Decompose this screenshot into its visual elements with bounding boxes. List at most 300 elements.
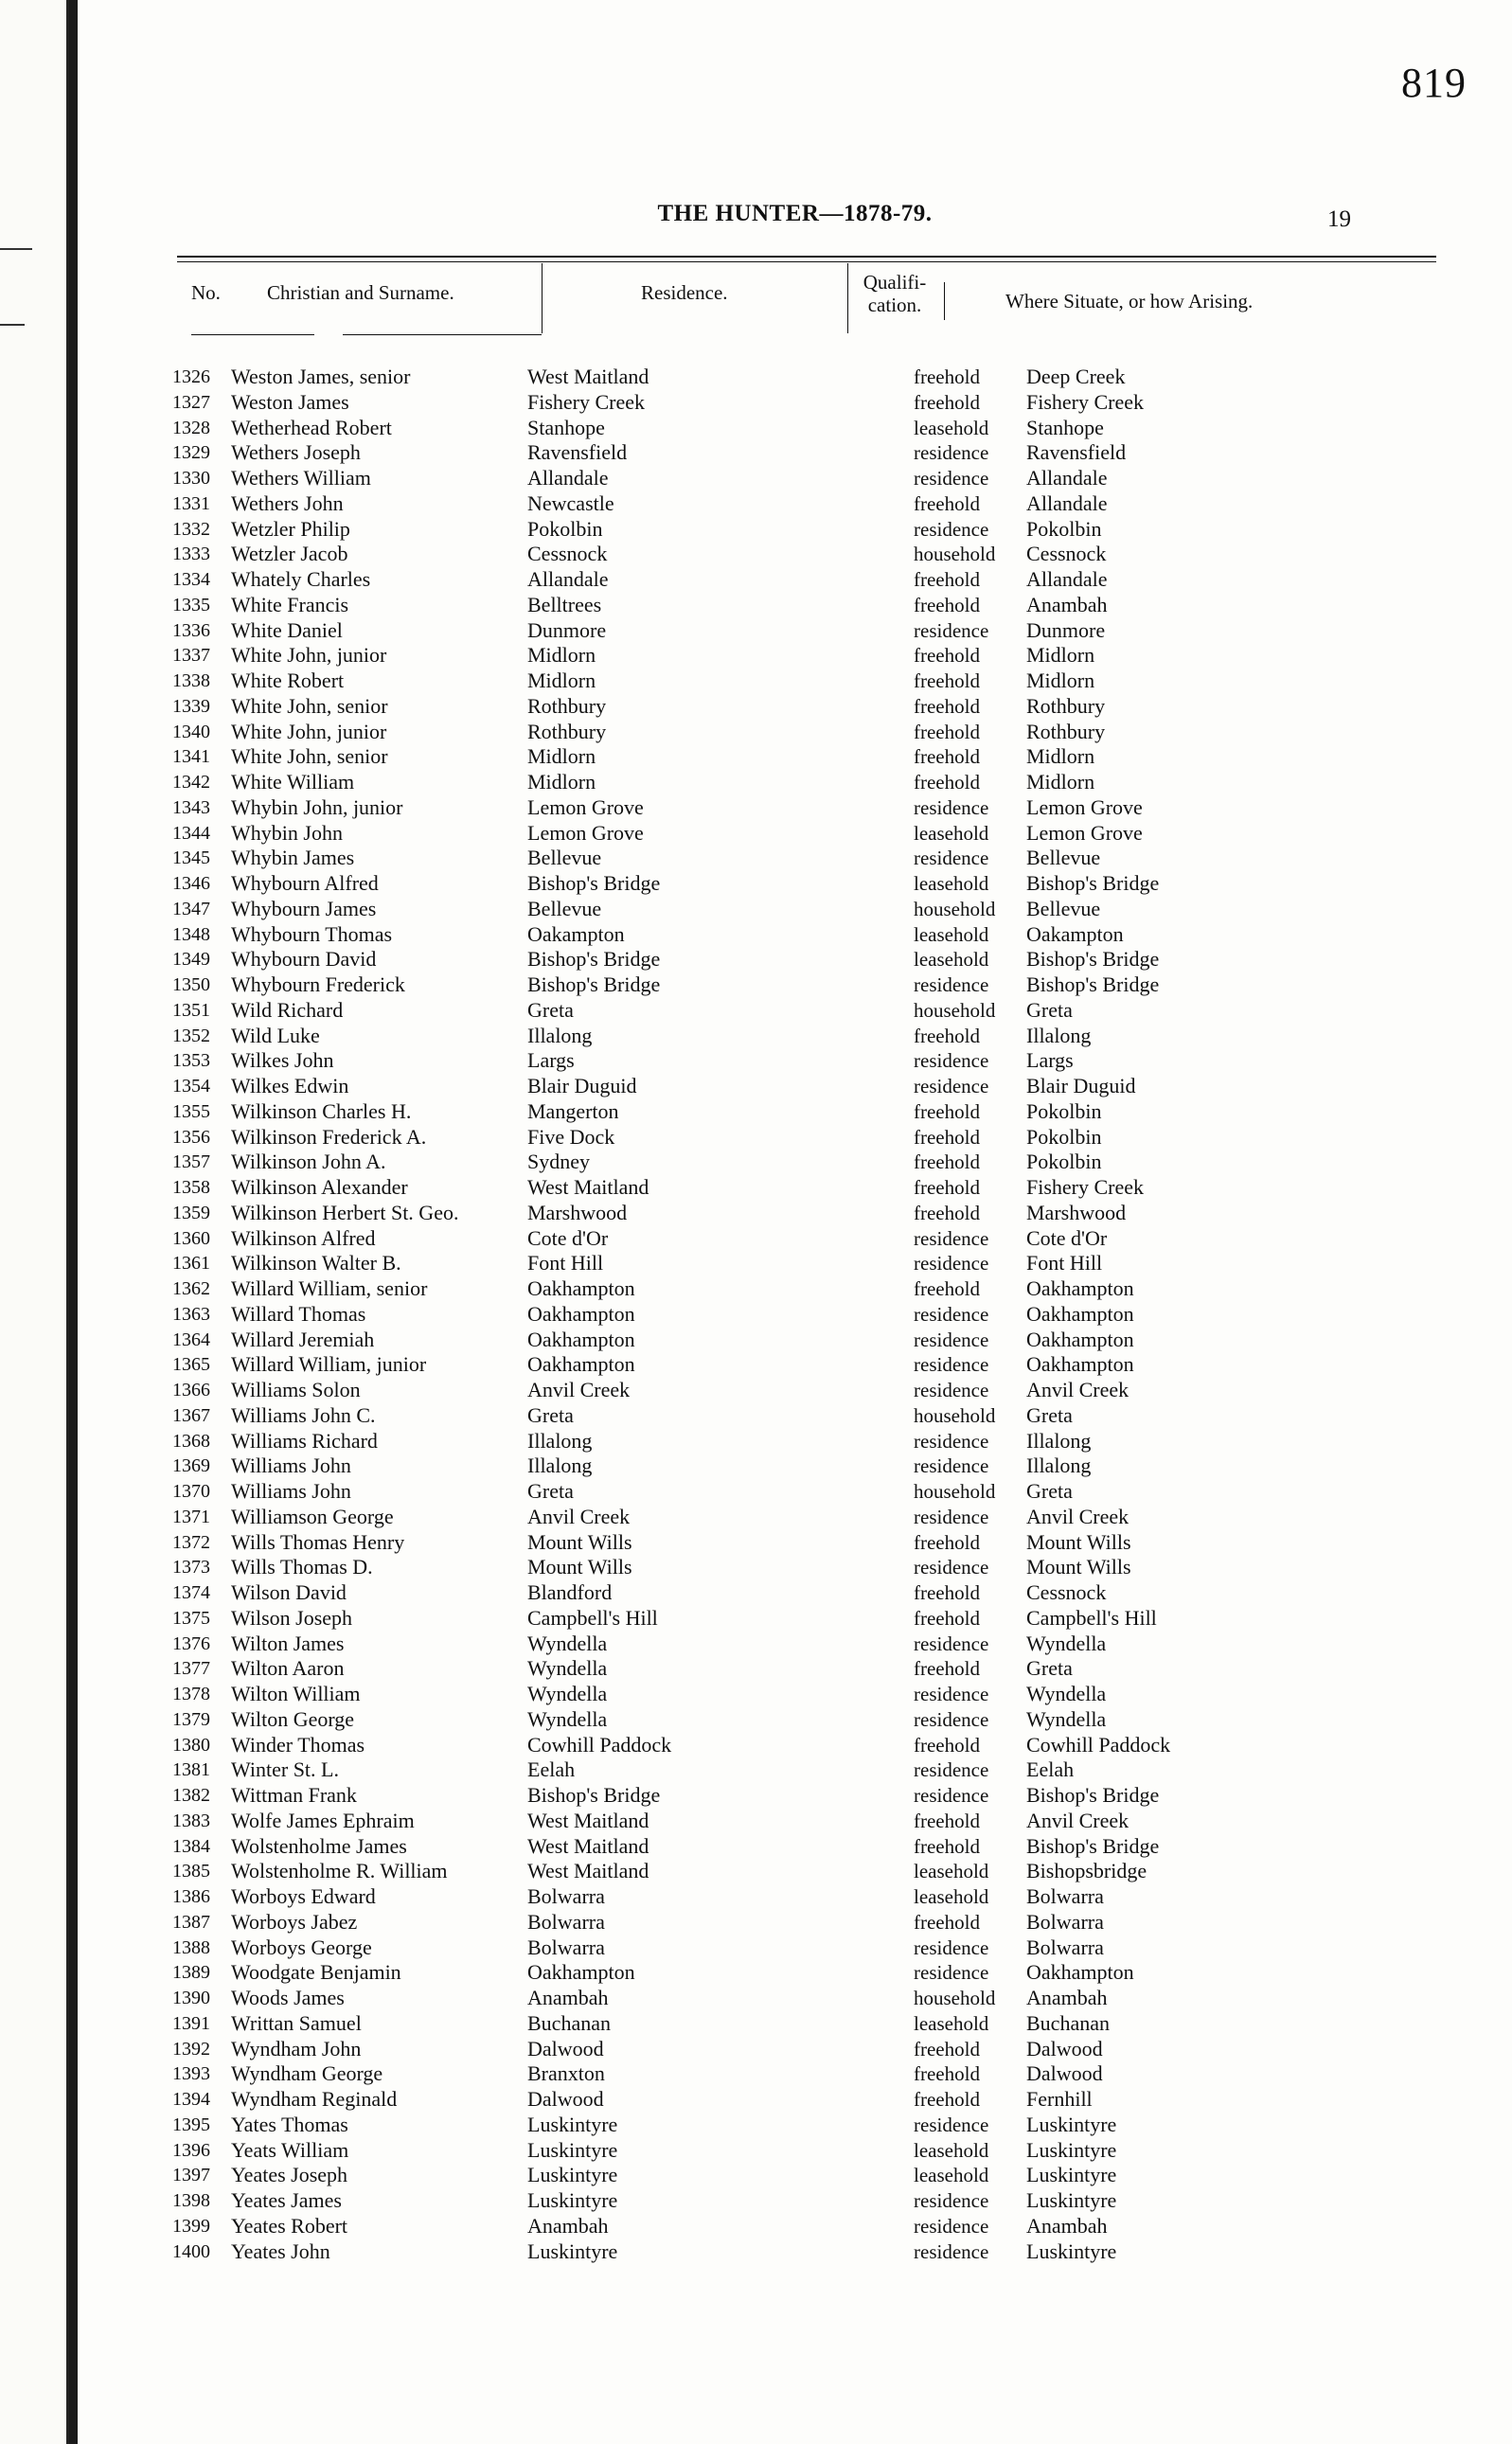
qualification: household	[914, 1403, 996, 1427]
qualification: residence	[914, 1707, 989, 1731]
elector-name: Worboys George	[231, 1935, 372, 1959]
qualification: freehold	[914, 1657, 980, 1681]
residence: Oakhampton	[527, 1276, 635, 1300]
elector-name: Wyndham Reginald	[231, 2087, 398, 2111]
qualification: freehold	[914, 694, 980, 718]
qualification: freehold	[914, 720, 980, 743]
where-situate: Bellevue	[1026, 896, 1101, 920]
elector-name: Yeats William	[231, 2137, 349, 2162]
residence: Eelah	[527, 1757, 576, 1782]
table-row	[153, 1024, 1432, 1049]
elector-name: Wilkes John	[231, 1048, 334, 1073]
entry-number: 1358	[172, 1177, 210, 1198]
entry-number: 1361	[172, 1253, 210, 1275]
where-situate: Pokolbin	[1026, 1150, 1102, 1174]
column-header-where: Where Situate, or how Arising.	[1005, 290, 1254, 312]
table-row	[153, 1733, 1432, 1758]
where-situate: Fishery Creek	[1026, 1175, 1145, 1199]
qualification: residence	[914, 847, 989, 870]
table-row	[153, 1454, 1432, 1479]
elector-name: Wetzler Jacob	[231, 542, 348, 566]
table-row	[153, 922, 1432, 948]
table-row	[153, 1809, 1432, 1834]
where-situate: Midlorn	[1026, 643, 1095, 668]
qualification: residence	[914, 1252, 989, 1276]
elector-name: White John, senior	[231, 744, 388, 769]
residence: Oakampton	[527, 921, 625, 946]
qualification: residence	[914, 1226, 989, 1250]
where-situate: Lemon Grove	[1026, 820, 1143, 845]
elector-name: White John, junior	[231, 719, 387, 743]
entry-number: 1393	[172, 2063, 210, 2085]
qualification: freehold	[914, 771, 980, 794]
elector-name: Wills Thomas Henry	[231, 1529, 405, 1554]
where-situate: Mount Wills	[1026, 1555, 1131, 1579]
table-row	[153, 1226, 1432, 1252]
residence: Wyndella	[527, 1682, 608, 1705]
where-situate: Wyndella	[1026, 1706, 1107, 1731]
entry-number: 1391	[172, 2012, 210, 2034]
elector-name: Worboys Jabez	[231, 1909, 358, 1934]
qualification: residence	[914, 1302, 989, 1326]
qualification: freehold	[914, 745, 980, 769]
table-row	[153, 1606, 1432, 1632]
qualification: freehold	[914, 2088, 980, 2111]
where-situate: Stanhope	[1026, 415, 1104, 439]
elector-name: Wild Richard	[231, 997, 344, 1022]
where-situate: Lemon Grove	[1026, 794, 1143, 819]
entry-number: 1346	[172, 873, 210, 894]
residence: Wyndella	[527, 1656, 608, 1681]
elector-name: Wilkinson Frederick A.	[231, 1124, 427, 1149]
elector-name: Wethers John	[231, 491, 344, 515]
where-situate: Wyndella	[1026, 1631, 1107, 1655]
margin-mark	[0, 324, 25, 326]
elector-name: Willard Thomas	[231, 1301, 366, 1326]
document-page	[78, 0, 1512, 2444]
elector-name: Yeates Joseph	[231, 2163, 348, 2187]
where-situate: Anvil Creek	[1026, 1504, 1130, 1528]
table-row	[153, 390, 1432, 416]
table-row	[153, 1175, 1432, 1201]
residence: West Maitland	[527, 365, 649, 388]
entry-number: 1397	[172, 2165, 210, 2186]
entry-number: 1359	[172, 1202, 210, 1223]
elector-name: Woods James	[231, 1986, 345, 2009]
where-situate: Midlorn	[1026, 744, 1095, 769]
entry-number: 1362	[172, 1278, 210, 1299]
residence: Branxton	[527, 2061, 605, 2086]
qualification: residence	[914, 1353, 989, 1377]
table-row	[153, 1580, 1432, 1606]
elector-name: Wittman Frank	[231, 1783, 357, 1807]
where-situate: Anvil Creek	[1026, 1808, 1130, 1832]
entry-number: 1378	[172, 1684, 210, 1704]
qualification: leasehold	[914, 416, 989, 439]
table-row	[153, 2087, 1432, 2113]
table-row	[153, 1783, 1432, 1809]
entry-number: 1335	[172, 594, 210, 615]
residence: Illalong	[527, 1428, 593, 1453]
elector-name: Willard William, senior	[231, 1276, 428, 1300]
residence: Luskintyre	[527, 2137, 618, 2162]
qualification: residence	[914, 2239, 989, 2263]
qualification: leasehold	[914, 1860, 989, 1883]
table-row	[153, 1757, 1432, 1783]
where-situate: Pokolbin	[1026, 1124, 1102, 1149]
entry-number: 1351	[172, 999, 210, 1021]
entry-number: 1383	[172, 1810, 210, 1831]
residence: Mangerton	[527, 1098, 619, 1123]
qualification: residence	[914, 1454, 989, 1478]
entry-number: 1389	[172, 1962, 210, 1984]
elector-name: Wilson Joseph	[231, 1605, 353, 1630]
residence: Illalong	[527, 1454, 593, 1478]
table-row	[153, 542, 1432, 567]
residence: Blair Duguid	[527, 1074, 637, 1097]
qualification: household	[914, 998, 996, 1022]
qualification: freehold	[914, 1809, 980, 1832]
entry-number: 1387	[172, 1911, 210, 1933]
elector-name: Wilkinson Alfred	[231, 1225, 376, 1250]
where-situate: Luskintyre	[1026, 2239, 1117, 2263]
table-row	[153, 365, 1432, 390]
elector-name: Woodgate Benjamin	[231, 1960, 401, 1985]
elector-name: Wills Thomas D.	[231, 1555, 373, 1579]
qualification: freehold	[914, 1099, 980, 1123]
where-situate: Greta	[1026, 1656, 1073, 1681]
table-row	[153, 1555, 1432, 1580]
qualification: freehold	[914, 1151, 980, 1174]
entry-number: 1353	[172, 1050, 210, 1072]
qualification: residence	[914, 973, 989, 996]
qualification: residence	[914, 1936, 989, 1959]
elector-name: Whybin John	[231, 820, 343, 845]
qualification: residence	[914, 2214, 989, 2238]
qualification: residence	[914, 1075, 989, 1097]
residence: Bolwarra	[527, 1909, 605, 1934]
elector-name: White Robert	[231, 669, 345, 692]
table-row	[153, 897, 1432, 922]
residence: Lemon Grove	[527, 820, 644, 845]
table-row	[153, 821, 1432, 847]
entry-number: 1382	[172, 1785, 210, 1806]
residence: Cowhill Paddock	[527, 1732, 672, 1757]
residence: Allandale	[527, 567, 609, 591]
residence: Illalong	[527, 1023, 593, 1047]
where-situate: Luskintyre	[1026, 2163, 1117, 2187]
qualification: freehold	[914, 593, 980, 616]
qualification: leasehold	[914, 821, 989, 845]
entry-number: 1356	[172, 1126, 210, 1148]
qualification: leasehold	[914, 1885, 989, 1908]
entry-number: 1343	[172, 796, 210, 818]
residence: Dunmore	[527, 617, 607, 642]
where-situate: Rothbury	[1026, 719, 1106, 743]
elector-name: Wyndham George	[231, 2061, 383, 2086]
table-row	[153, 1150, 1432, 1175]
entry-number: 1347	[172, 898, 210, 919]
table-row	[153, 972, 1432, 998]
table-row	[153, 618, 1432, 644]
table-row	[153, 1479, 1432, 1505]
elector-name: Williams John	[231, 1454, 351, 1478]
entry-number: 1330	[172, 468, 210, 489]
qualification: residence	[914, 517, 989, 541]
entry-number: 1332	[172, 518, 210, 540]
entry-number: 1365	[172, 1354, 210, 1376]
residence: Anambah	[527, 2213, 609, 2238]
residence: Fishery Creek	[527, 389, 646, 414]
where-situate: Deep Creek	[1026, 365, 1126, 388]
elector-name: Wetherhead Robert	[231, 415, 392, 439]
where-situate: Buchanan	[1026, 2010, 1110, 2035]
where-situate: Anvil Creek	[1026, 1378, 1130, 1401]
residence: Anvil Creek	[527, 1504, 631, 1528]
elector-name: Whybourn Thomas	[231, 921, 393, 946]
elector-name: Yeates John	[231, 2239, 330, 2263]
residence: Anambah	[527, 1986, 609, 2009]
entry-number: 1336	[172, 619, 210, 641]
where-situate: Cessnock	[1026, 542, 1107, 566]
elector-name: Williams Richard	[231, 1428, 378, 1453]
qualification: residence	[914, 1961, 989, 1985]
residence: Cessnock	[527, 542, 608, 566]
where-situate: Rothbury	[1026, 693, 1106, 718]
table-row	[153, 1682, 1432, 1707]
entry-number: 1394	[172, 2089, 210, 2110]
residence: Buchanan	[527, 2010, 611, 2035]
where-situate: Oakhampton	[1026, 1352, 1134, 1377]
header-bottom-rule	[191, 334, 314, 335]
residence: Bolwarra	[527, 1935, 605, 1959]
where-situate: Dunmore	[1026, 617, 1106, 642]
entry-number: 1349	[172, 949, 210, 971]
where-situate: Greta	[1026, 997, 1073, 1022]
entry-number: 1331	[172, 492, 210, 514]
residence: Bishop's Bridge	[527, 972, 661, 996]
table-row	[153, 1048, 1432, 1074]
residence: Oakhampton	[527, 1960, 635, 1985]
residence: Bishop's Bridge	[527, 871, 661, 895]
residence: Allandale	[527, 466, 609, 490]
entry-number: 1328	[172, 417, 210, 438]
entry-number: 1340	[172, 721, 210, 742]
elector-name: Writtan Samuel	[231, 2010, 362, 2035]
residence: Cote d'Or	[527, 1225, 609, 1250]
elector-name: White William	[231, 770, 355, 794]
residence: Midlorn	[527, 669, 596, 692]
entry-number: 1390	[172, 1988, 210, 2008]
elector-name: Whybourn James	[231, 896, 377, 920]
entry-number: 1337	[172, 645, 210, 667]
entry-number: 1374	[172, 1582, 210, 1603]
table-row	[153, 643, 1432, 669]
elector-name: Wilkinson Charles H.	[231, 1098, 412, 1123]
table-row	[153, 1074, 1432, 1099]
table-row	[153, 871, 1432, 897]
qualification-line-2: cation.	[867, 294, 922, 316]
table-row	[153, 1859, 1432, 1884]
qualification: leasehold	[914, 948, 989, 972]
qualification: leasehold	[914, 872, 989, 895]
elector-name: Yeates Robert	[231, 2213, 348, 2238]
where-situate: Pokolbin	[1026, 516, 1102, 541]
table-row	[153, 998, 1432, 1024]
table-row	[153, 770, 1432, 795]
elector-name: Whately Charles	[231, 567, 371, 591]
qualification: leasehold	[914, 2164, 989, 2187]
where-situate: Fishery Creek	[1026, 389, 1145, 414]
elector-name: Whybourn Alfred	[231, 871, 379, 895]
margin-mark	[0, 248, 32, 250]
where-situate: Largs	[1026, 1048, 1074, 1073]
where-situate: Bishop's Bridge	[1026, 947, 1160, 972]
residence: West Maitland	[527, 1833, 649, 1858]
elector-name: Williamson George	[231, 1504, 394, 1528]
where-situate: Eelah	[1026, 1757, 1075, 1782]
qualification: freehold	[914, 1201, 980, 1224]
entry-number: 1377	[172, 1658, 210, 1680]
residence: Stanhope	[527, 415, 605, 439]
elector-name: Whybourn David	[231, 947, 377, 972]
table-row	[153, 1328, 1432, 1353]
residence: Oakhampton	[527, 1301, 635, 1326]
elector-name: White John, senior	[231, 693, 388, 718]
elector-name: Yates Thomas	[231, 2112, 348, 2136]
where-situate: Bishopsbridge	[1026, 1859, 1147, 1883]
table-row	[153, 1530, 1432, 1556]
residence: Marshwood	[527, 1200, 628, 1224]
entry-number: 1367	[172, 1404, 210, 1426]
entry-number: 1369	[172, 1455, 210, 1477]
entry-number: 1363	[172, 1303, 210, 1325]
entry-number: 1373	[172, 1557, 210, 1579]
entry-number: 1375	[172, 1607, 210, 1629]
table-row	[153, 2239, 1432, 2265]
entry-number: 1329	[172, 442, 210, 464]
column-divider	[847, 263, 848, 333]
where-situate: Cessnock	[1026, 1580, 1107, 1604]
where-situate: Greta	[1026, 1479, 1073, 1503]
qualification: leasehold	[914, 2138, 989, 2162]
qualification: freehold	[914, 1910, 980, 1934]
qualification: residence	[914, 795, 989, 819]
entry-number: 1385	[172, 1861, 210, 1882]
entry-number: 1379	[172, 1708, 210, 1730]
elector-name: White Francis	[231, 592, 349, 616]
table-row	[153, 795, 1432, 821]
where-situate: Pokolbin	[1026, 1098, 1102, 1123]
residence: Dalwood	[527, 2036, 604, 2060]
elector-name: Williams John C.	[231, 1402, 376, 1427]
qualification-line-1: Qualifi-	[863, 271, 927, 294]
where-situate: Bishop's Bridge	[1026, 871, 1160, 895]
residence: Largs	[527, 1048, 575, 1073]
section-number: 19	[1327, 206, 1351, 232]
table-row	[153, 2113, 1432, 2138]
entry-number: 1372	[172, 1531, 210, 1553]
where-situate: Oakhampton	[1026, 1301, 1134, 1326]
elector-name: White Daniel	[231, 617, 343, 642]
table-row	[153, 491, 1432, 517]
residence: Ravensfield	[527, 440, 628, 465]
qualification: household	[914, 897, 996, 920]
table-row	[153, 2214, 1432, 2239]
residence: Luskintyre	[527, 2188, 618, 2212]
qualification: freehold	[914, 1733, 980, 1757]
qualification: freehold	[914, 1277, 980, 1300]
where-situate: Allandale	[1026, 567, 1108, 591]
where-situate: Font Hill	[1026, 1251, 1103, 1276]
residence: Bellevue	[527, 896, 602, 920]
table-row	[153, 1099, 1432, 1125]
residence: Anvil Creek	[527, 1378, 631, 1401]
entry-number: 1371	[172, 1506, 210, 1527]
facing-page-edge	[0, 0, 69, 2444]
qualification: residence	[914, 1632, 989, 1655]
table-row	[153, 744, 1432, 770]
where-situate: Campbell's Hill	[1026, 1605, 1157, 1630]
entry-number: 1344	[172, 822, 210, 844]
qualification: residence	[914, 1758, 989, 1782]
qualification: freehold	[914, 2037, 980, 2060]
qualification: freehold	[914, 1581, 980, 1604]
where-situate: Allandale	[1026, 491, 1108, 515]
entry-number: 1333	[172, 544, 210, 565]
qualification: residence	[914, 1379, 989, 1401]
qualification: household	[914, 1480, 996, 1503]
qualification: freehold	[914, 644, 980, 668]
residence: Pokolbin	[527, 516, 603, 541]
where-situate: Mount Wills	[1026, 1529, 1131, 1554]
residence: Bellevue	[527, 846, 602, 870]
table-row	[153, 669, 1432, 694]
elector-name: Wilton Aaron	[231, 1656, 345, 1681]
qualification: freehold	[914, 366, 980, 388]
residence: Font Hill	[527, 1251, 604, 1276]
residence: Bishop's Bridge	[527, 947, 661, 972]
table-row	[153, 1960, 1432, 1986]
residence: West Maitland	[527, 1808, 649, 1832]
where-situate: Luskintyre	[1026, 2137, 1117, 2162]
where-situate: Bolwarra	[1026, 1935, 1104, 1959]
table-row	[153, 1707, 1432, 1733]
where-situate: Bishop's Bridge	[1026, 1833, 1160, 1858]
residence: Blandford	[527, 1580, 613, 1604]
where-situate: Bolwarra	[1026, 1909, 1104, 1934]
column-header-qualification	[852, 271, 937, 316]
elector-name: Wolfe James Ephraim	[231, 1808, 415, 1832]
residence: Belltrees	[527, 592, 602, 616]
where-situate: Midlorn	[1026, 770, 1095, 794]
qualification: freehold	[914, 1834, 980, 1858]
table-row	[153, 517, 1432, 543]
residence: Mount Wills	[527, 1529, 632, 1554]
qualification: residence	[914, 441, 989, 465]
entry-number: 1398	[172, 2190, 210, 2211]
entry-number: 1366	[172, 1380, 210, 1400]
entry-number: 1396	[172, 2139, 210, 2161]
where-situate: Blair Duguid	[1026, 1074, 1136, 1097]
where-situate: Oakhampton	[1026, 1276, 1134, 1300]
elector-name: Wolstenholme R. William	[231, 1859, 448, 1883]
elector-name: Wolstenholme James	[231, 1833, 407, 1858]
qualification: household	[914, 543, 996, 566]
page-number: 819	[1401, 60, 1467, 106]
column-divider	[542, 263, 543, 333]
table-row	[153, 720, 1432, 745]
